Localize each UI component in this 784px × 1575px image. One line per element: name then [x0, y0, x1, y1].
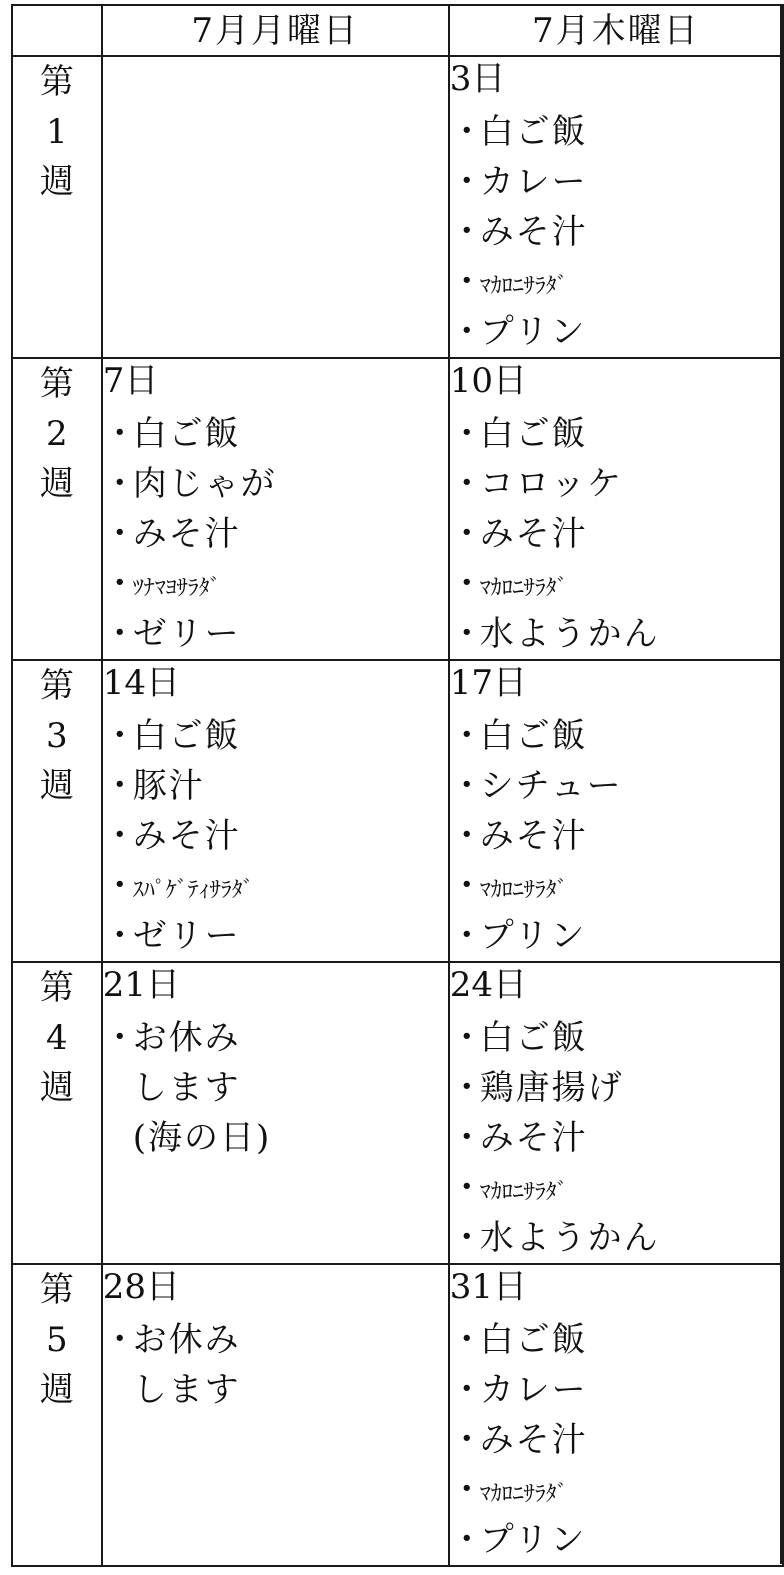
- thursday-menu-cell: [449, 962, 783, 1264]
- menu-item: [450, 711, 782, 761]
- menu-item-text: 白ご飯: [132, 716, 241, 756]
- week-label-char: 第: [39, 968, 74, 1008]
- thursday-menu-cell: [449, 1264, 783, 1566]
- bullet-mark: ・: [449, 1018, 486, 1058]
- menu-item: [103, 861, 448, 911]
- bullet-mark: ・: [449, 1118, 486, 1158]
- bullet-mark: ・: [102, 1320, 139, 1360]
- menu-item: [103, 1113, 448, 1163]
- menu-item-text: 肉じゃが: [132, 464, 277, 504]
- header-monday: 7月月曜日: [102, 5, 449, 56]
- week-label-char: 4: [46, 1018, 68, 1058]
- bullet-mark: ・: [449, 1420, 486, 1460]
- bullet-mark: ・: [449, 514, 486, 554]
- bullet-mark: ・: [449, 564, 484, 604]
- menu-item: [450, 207, 782, 257]
- week-label-char: 第: [39, 1270, 74, 1310]
- menu-item-text: 白ご飯: [479, 414, 588, 454]
- menu-item: [450, 811, 782, 861]
- menu-item: [450, 157, 782, 207]
- header-corner-cell: [12, 5, 102, 56]
- bullet-mark: ・: [449, 766, 486, 806]
- week-label-char: 週: [39, 162, 74, 202]
- menu-item-list: [450, 711, 782, 961]
- menu-body: [12, 56, 783, 1566]
- menu-item-text: 水ようかん: [479, 614, 660, 654]
- bullet-mark: ・: [449, 1370, 486, 1410]
- menu-item: [450, 1515, 782, 1565]
- menu-item-text: みそ汁: [479, 1420, 588, 1460]
- menu-item-list: [450, 1013, 782, 1263]
- week-label-char: 週: [39, 766, 74, 806]
- bullet-mark: ・: [449, 112, 486, 152]
- bullet-mark: ・: [102, 766, 139, 806]
- menu-item: [103, 711, 448, 761]
- menu-item: [103, 811, 448, 861]
- menu-item: [450, 1113, 782, 1163]
- week-row: [12, 660, 783, 962]
- menu-item-text: みそ汁: [479, 212, 588, 252]
- menu-item: [450, 409, 782, 459]
- menu-item: [450, 257, 782, 307]
- week-label-char: 5: [46, 1320, 68, 1360]
- bullet-mark: ・: [102, 816, 139, 856]
- menu-item-text: シチュー: [479, 766, 623, 806]
- menu-item-text: プリン: [479, 1520, 587, 1560]
- bullet-mark: ・: [449, 1520, 486, 1560]
- bullet-mark: ・: [449, 414, 486, 454]
- menu-item-text: 鶏唐揚げ: [479, 1068, 624, 1108]
- menu-item-text: カレー: [479, 1370, 588, 1410]
- menu-item-text: みそ汁: [132, 514, 241, 554]
- week-row: [12, 56, 783, 358]
- menu-item-text: カレー: [479, 162, 588, 202]
- week-label-char: 1: [46, 112, 68, 152]
- bullet-mark: ・: [449, 162, 486, 202]
- menu-item-text: (海の日): [132, 1118, 272, 1158]
- menu-item-text: します: [132, 1068, 241, 1108]
- menu-item-list: [103, 711, 448, 961]
- menu-item-text: コロッケ: [479, 464, 624, 504]
- bullet-mark: ・: [449, 262, 484, 302]
- menu-item: [103, 1013, 448, 1063]
- menu-item-text: みそ汁: [479, 514, 588, 554]
- bullet-mark: ・: [102, 1018, 139, 1058]
- menu-item: [450, 1315, 782, 1365]
- menu-item-text: 白ご飯: [479, 1018, 588, 1058]
- menu-item: [450, 1063, 782, 1113]
- menu-item-text: ﾏｶﾛﾆｻﾗﾀﾞ: [479, 576, 568, 601]
- menu-item-text: 白ご飯: [479, 112, 588, 152]
- menu-item-text: 豚汁: [132, 766, 205, 806]
- bullet-mark: ・: [102, 464, 139, 504]
- day-label: 14日: [102, 663, 180, 703]
- menu-item: [450, 509, 782, 559]
- menu-item: [450, 1465, 782, 1515]
- day-label: 24日: [449, 965, 527, 1005]
- menu-item-text: プリン: [479, 916, 587, 956]
- bullet-mark: ・: [449, 716, 486, 756]
- week-row: [12, 358, 783, 660]
- menu-item: [450, 307, 782, 357]
- menu-item-list: [103, 409, 448, 659]
- menu-item: [450, 1415, 782, 1465]
- bullet-mark: ・: [449, 1068, 486, 1108]
- menu-item: [103, 509, 448, 559]
- week-label-char: 第: [39, 364, 74, 404]
- menu-item: [103, 1063, 448, 1113]
- menu-item-text: ﾏｶﾛﾆｻﾗﾀﾞ: [479, 274, 568, 299]
- bullet-mark: ・: [449, 1470, 484, 1510]
- week-label-char: 2: [46, 414, 68, 454]
- menu-item: [103, 609, 448, 659]
- menu-item-text: お休み: [132, 1320, 241, 1360]
- lunch-menu-table: [11, 4, 784, 1567]
- day-label: 3日: [449, 59, 506, 99]
- menu-item: [450, 609, 782, 659]
- day-label: 21日: [102, 965, 180, 1005]
- menu-item: [450, 107, 782, 157]
- bullet-mark: ・: [102, 514, 139, 554]
- header-thursday: 7月木曜日: [449, 5, 783, 56]
- day-label: 31日: [449, 1267, 527, 1307]
- bullet-mark: ・: [102, 916, 139, 956]
- menu-item-text: 白ご飯: [132, 414, 241, 454]
- week-label: [12, 660, 102, 962]
- week-label-char: 第: [39, 62, 74, 102]
- monday-menu-cell: [102, 962, 449, 1264]
- week-label: [12, 56, 102, 358]
- menu-item-text: ﾏｶﾛﾆｻﾗﾀﾞ: [479, 1482, 568, 1507]
- bullet-mark: ・: [449, 212, 486, 252]
- thursday-menu-cell: [449, 358, 783, 660]
- bullet-mark: ・: [449, 1320, 486, 1360]
- bullet-mark: ・: [449, 312, 486, 352]
- menu-item-list: [450, 409, 782, 659]
- menu-item-list: [103, 1013, 448, 1163]
- menu-item: [103, 459, 448, 509]
- week-row: [12, 1264, 783, 1566]
- bullet-mark: ・: [449, 1168, 484, 1208]
- day-label: 28日: [102, 1267, 180, 1307]
- menu-item-text: ゼリー: [132, 916, 241, 956]
- menu-item: [450, 559, 782, 609]
- header-row: [12, 5, 783, 56]
- menu-item-text: 白ご飯: [479, 1320, 588, 1360]
- bullet-mark: ・: [102, 414, 139, 454]
- bullet-mark: ・: [449, 1218, 486, 1258]
- bullet-mark: ・: [449, 866, 484, 906]
- day-label: 17日: [449, 663, 527, 703]
- menu-item-text: お休み: [132, 1018, 241, 1058]
- monday-menu-cell: [102, 660, 449, 962]
- week-label: [12, 962, 102, 1264]
- menu-item: [450, 1213, 782, 1263]
- week-row: [12, 962, 783, 1264]
- week-label: [12, 1264, 102, 1566]
- menu-item-text: みそ汁: [132, 816, 241, 856]
- bullet-mark: ・: [449, 464, 486, 504]
- menu-item: [450, 1163, 782, 1213]
- menu-item: [450, 911, 782, 961]
- menu-item-text: みそ汁: [479, 1118, 588, 1158]
- menu-item: [450, 761, 782, 811]
- week-label-char: 3: [46, 716, 68, 756]
- menu-item-text: 水ようかん: [479, 1218, 660, 1258]
- menu-item: [450, 1013, 782, 1063]
- bullet-mark: ・: [102, 866, 137, 906]
- bullet-mark: ・: [449, 816, 486, 856]
- menu-item: [103, 1365, 448, 1415]
- thursday-menu-cell: [449, 56, 783, 358]
- menu-item-text: ﾂﾅﾏﾖｻﾗﾀﾞ: [132, 576, 221, 601]
- menu-item-text: します: [132, 1370, 241, 1410]
- week-label-char: 週: [39, 464, 74, 504]
- monday-menu-cell: [102, 1264, 449, 1566]
- menu-item-text: ﾏｶﾛﾆｻﾗﾀﾞ: [479, 878, 568, 903]
- menu-item-text: ゼリー: [132, 614, 241, 654]
- day-label: 10日: [449, 361, 527, 401]
- menu-item: [450, 1365, 782, 1415]
- bullet-mark: ・: [102, 716, 139, 756]
- menu-item-text: ｽﾊﾟｹﾞﾃｨｻﾗﾀﾞ: [132, 878, 254, 903]
- menu-item: [103, 409, 448, 459]
- bullet-mark: ・: [449, 614, 486, 654]
- menu-item-list: [103, 1315, 448, 1415]
- menu-item-list: [450, 1315, 782, 1565]
- menu-item: [103, 911, 448, 961]
- menu-item-text: 白ご飯: [479, 716, 588, 756]
- bullet-mark: ・: [102, 564, 137, 604]
- monday-menu-cell: [102, 358, 449, 660]
- menu-item: [103, 1315, 448, 1365]
- thursday-menu-cell: [449, 660, 783, 962]
- menu-item: [450, 459, 782, 509]
- right-edge-border: [780, 4, 782, 1564]
- week-label: [12, 358, 102, 660]
- menu-item-text: ﾏｶﾛﾆｻﾗﾀﾞ: [479, 1180, 568, 1205]
- day-label: 7日: [102, 361, 159, 401]
- menu-item: [103, 761, 448, 811]
- menu-item: [450, 861, 782, 911]
- monday-menu-cell: [102, 56, 449, 358]
- week-label-char: 週: [39, 1370, 74, 1410]
- menu-item-text: みそ汁: [479, 816, 588, 856]
- menu-item: [103, 559, 448, 609]
- menu-item-list: [450, 107, 782, 357]
- bullet-mark: ・: [102, 614, 139, 654]
- bullet-mark: ・: [449, 916, 486, 956]
- menu-item-text: プリン: [479, 312, 587, 352]
- week-label-char: 第: [39, 666, 74, 706]
- week-label-char: 週: [39, 1068, 74, 1108]
